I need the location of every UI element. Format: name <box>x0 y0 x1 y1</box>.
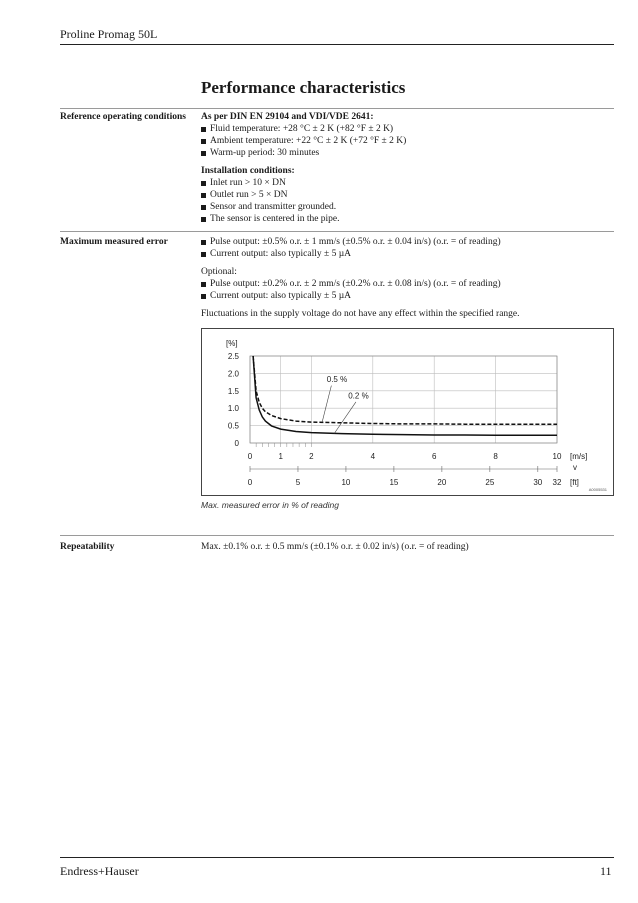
y-tick-label: 0 <box>234 439 239 448</box>
error-chart-svg <box>202 329 613 495</box>
section-divider <box>60 108 614 109</box>
x2-tick-label: 30 <box>533 478 543 487</box>
list-item: Fluid temperature: +28 °C ± 2 K (+82 °F ± 2 K) <box>201 123 613 135</box>
chart-caption: Max. measured error in % of reading <box>201 500 339 510</box>
x2-tick-label: 20 <box>437 478 447 487</box>
optional-label: Optional: <box>201 267 237 277</box>
y-tick-label: 0.5 <box>227 421 239 431</box>
y-tick-label: 1.0 <box>227 404 239 414</box>
x-tick-label: 6 <box>431 452 437 461</box>
section-divider <box>60 535 614 536</box>
reference-label: Reference operating conditions <box>60 112 186 122</box>
series-label-0.2: 0.2 % <box>348 391 369 401</box>
list-item: Pulse output: ±0.2% o.r. ± 2 mm/s (±0.2% o.r. ± 0.08 in/s) (o.r. = of reading) <box>201 278 613 290</box>
x-tick-label: 2 <box>309 452 314 461</box>
list-item: Pulse output: ±0.5% o.r. ± 1 mm/s (±0.5% o.r. ± 0.04 in/s) (o.r. = of reading) <box>201 236 613 248</box>
x2-tick-label: 25 <box>485 478 495 487</box>
annotation-leader <box>334 402 355 433</box>
x-tick-label: 4 <box>370 452 376 461</box>
figure-id: A0005531 <box>588 487 607 492</box>
list-item: The sensor is centered in the pipe. <box>201 213 613 225</box>
footer-rule <box>60 857 614 858</box>
x-tick-label: 0 <box>247 452 253 461</box>
x-unit-label: [m/s] <box>570 452 588 461</box>
reference-heading: As per DIN EN 29104 and VDI/VDE 2641: <box>201 112 374 122</box>
x-tick-label: 8 <box>493 452 498 461</box>
x2-unit-label: [ft] <box>570 478 579 487</box>
list-item: Sensor and transmitter grounded. <box>201 201 613 213</box>
series-line <box>253 356 557 424</box>
running-header: Proline Promag 50L <box>60 27 158 41</box>
max-error-label: Maximum measured error <box>60 237 168 247</box>
list-item: Inlet run > 10 × DN <box>201 177 613 189</box>
x-tick-label: 1 <box>278 452 283 461</box>
list-item: Warm-up period: 30 minutes <box>201 147 613 159</box>
series-label-0.5: 0.5 % <box>326 375 348 385</box>
x2-tick-label: 0 <box>247 478 253 487</box>
x2-tick-label: 15 <box>389 478 399 487</box>
x-axis-label: v <box>573 463 577 472</box>
x2-tick-label: 32 <box>552 478 562 487</box>
x2-tick-label: 5 <box>295 478 301 487</box>
list-item: Outlet run > 5 × DN <box>201 189 613 201</box>
repeatability-text: Max. ±0.1% o.r. ± 0.5 mm/s (±0.1% o.r. ± 0.02 in/s) (o.r. = of reading) <box>201 542 469 552</box>
y-tick-label: 2.5 <box>227 352 239 361</box>
footer-company: Endress+Hauser <box>60 864 139 878</box>
reference-content <box>201 111 613 225</box>
list-item: Current output: also typically ± 5 µA <box>201 248 613 260</box>
max-error-content <box>201 236 613 320</box>
section-divider <box>60 231 614 232</box>
y-tick-label: 2.0 <box>227 369 239 379</box>
x-tick-label: 10 <box>552 452 562 461</box>
list-item: Current output: also typically ± 5 µA <box>201 290 613 302</box>
plot-frame <box>250 356 557 443</box>
y-tick-label: 1.5 <box>227 386 239 396</box>
supply-note: Fluctuations in the supply voltage do not have any effect within the specified range. <box>201 309 520 319</box>
error-chart <box>201 328 614 496</box>
repeatability-label: Repeatability <box>60 542 115 552</box>
y-axis-label: [%] <box>226 339 238 348</box>
header-rule <box>60 44 614 45</box>
page-number: 11 <box>600 864 612 878</box>
installation-heading: Installation conditions: <box>201 166 295 176</box>
x2-tick-label: 10 <box>341 478 351 487</box>
list-item: Ambient temperature: +22 °C ± 2 K (+72 °F ± 2 K) <box>201 135 613 147</box>
page-title: Performance characteristics <box>201 78 406 97</box>
